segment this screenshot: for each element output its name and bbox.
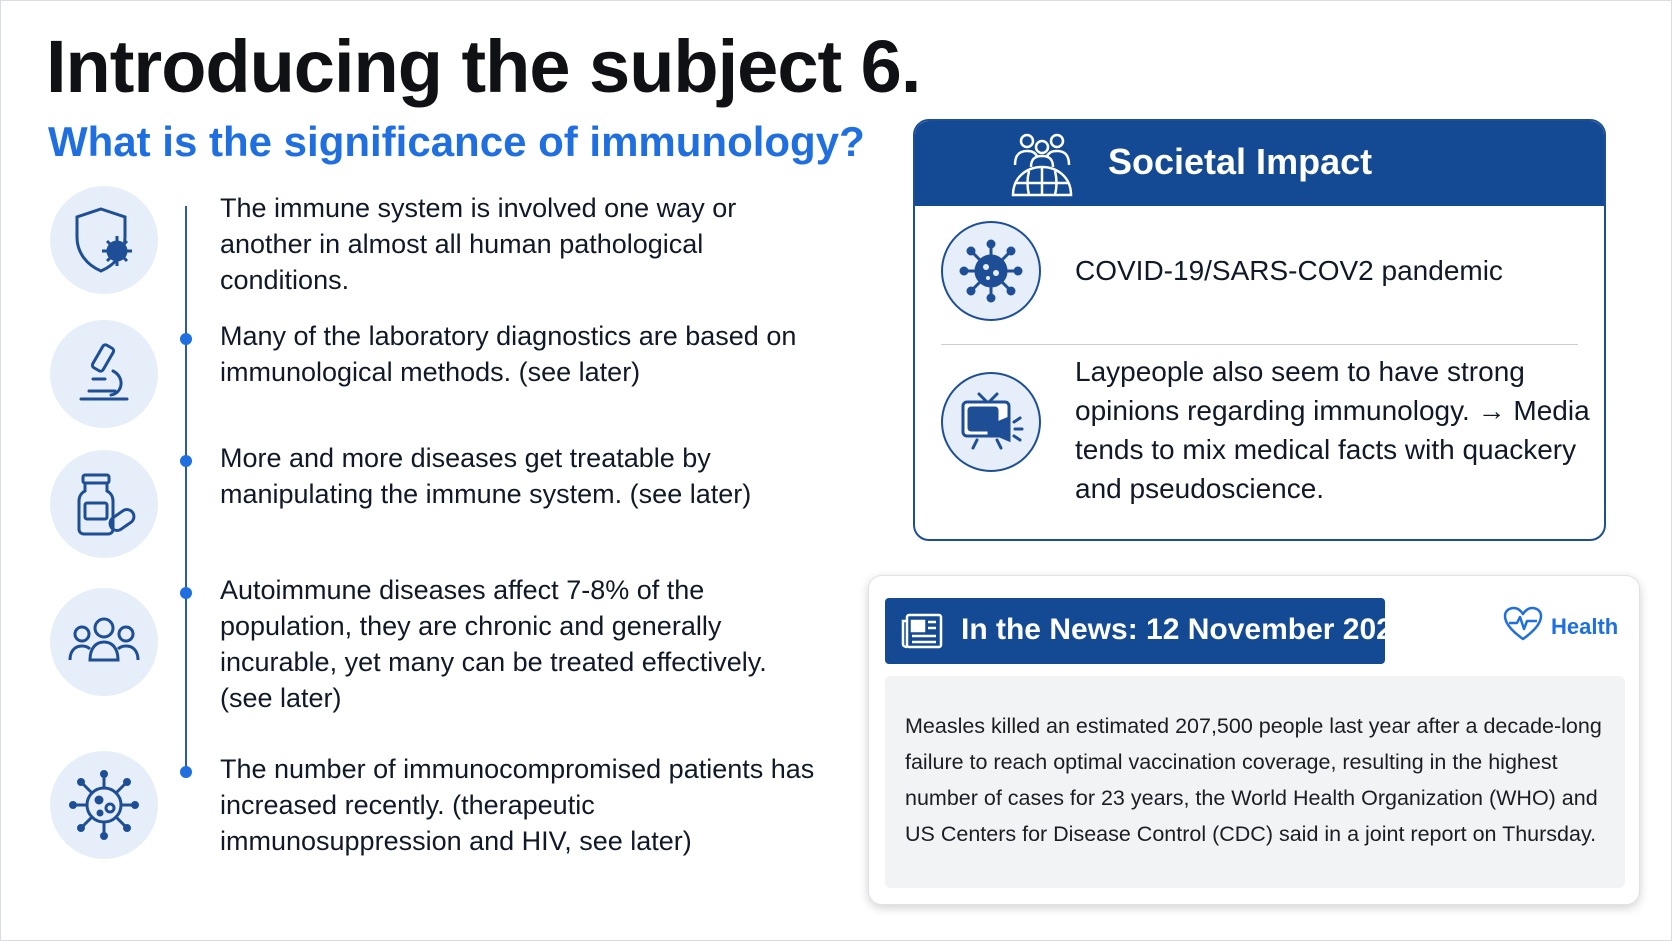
people-globe-icon [1007, 131, 1077, 202]
news-body: Measles killed an estimated 207,500 people last year after a decade-long failure to reach optimal vaccination coverage, resulting in the highest number of cases for 23 years, the World Health Organization (WHO) and US Centers for Disease Control (CDC) said in a joint report on Thursday. [885, 676, 1625, 888]
impact-text: Laypeople also seem to have strong opinions regarding immunology. → Media tends to mix medical facts with quackery and pseudoscience. [1075, 356, 1590, 504]
news-title: In the News: 12 November 2020 [961, 613, 1410, 646]
timeline-dot [180, 333, 192, 345]
news-badge [885, 598, 1410, 664]
timeline-dot [180, 766, 192, 778]
coronavirus-icon [941, 221, 1041, 321]
people-group-icon [50, 588, 158, 696]
societal-impact-card [913, 119, 1606, 541]
virus-cell-icon [50, 751, 158, 859]
point-text: The immune system is involved one way or another in almost all human pathological conditions. [220, 193, 737, 295]
point-text: Autoimmune diseases affect 7-8% of the population, they are chronic and generally incurable, yet many can be treated effectively. (see later) [220, 575, 767, 713]
point-text: Many of the laboratory diagnostics are based on immunological methods. (see later) [220, 321, 797, 387]
tv-megaphone-icon [941, 372, 1041, 472]
health-label: Health [1551, 613, 1619, 639]
news-card [868, 575, 1640, 905]
page-title: Introducing the subject 6. [46, 25, 921, 108]
point-text: The number of immunocompromised patients has increased recently. (therapeutic immunosuppression and HIV, see later) [220, 754, 815, 856]
page-subtitle: What is the significance of immunology? [48, 118, 865, 165]
timeline-dot [180, 587, 192, 599]
impact-text: COVID-19/SARS-COV2 pandemic [1075, 255, 1503, 286]
shield-virus-icon [50, 186, 158, 294]
newspaper-icon [901, 611, 945, 656]
impact-title: Societal Impact [1108, 141, 1373, 182]
timeline-line [185, 206, 187, 776]
microscope-icon [50, 320, 158, 428]
timeline-dot [180, 455, 192, 467]
point-text: More and more diseases get treatable by manipulating the immune system. (see later) [220, 443, 752, 509]
medicine-bottle-pill-icon [50, 450, 158, 558]
health-tag [1503, 606, 1618, 647]
divider [941, 344, 1578, 345]
impact-header [915, 121, 1604, 206]
heart-pulse-icon [1503, 606, 1543, 647]
